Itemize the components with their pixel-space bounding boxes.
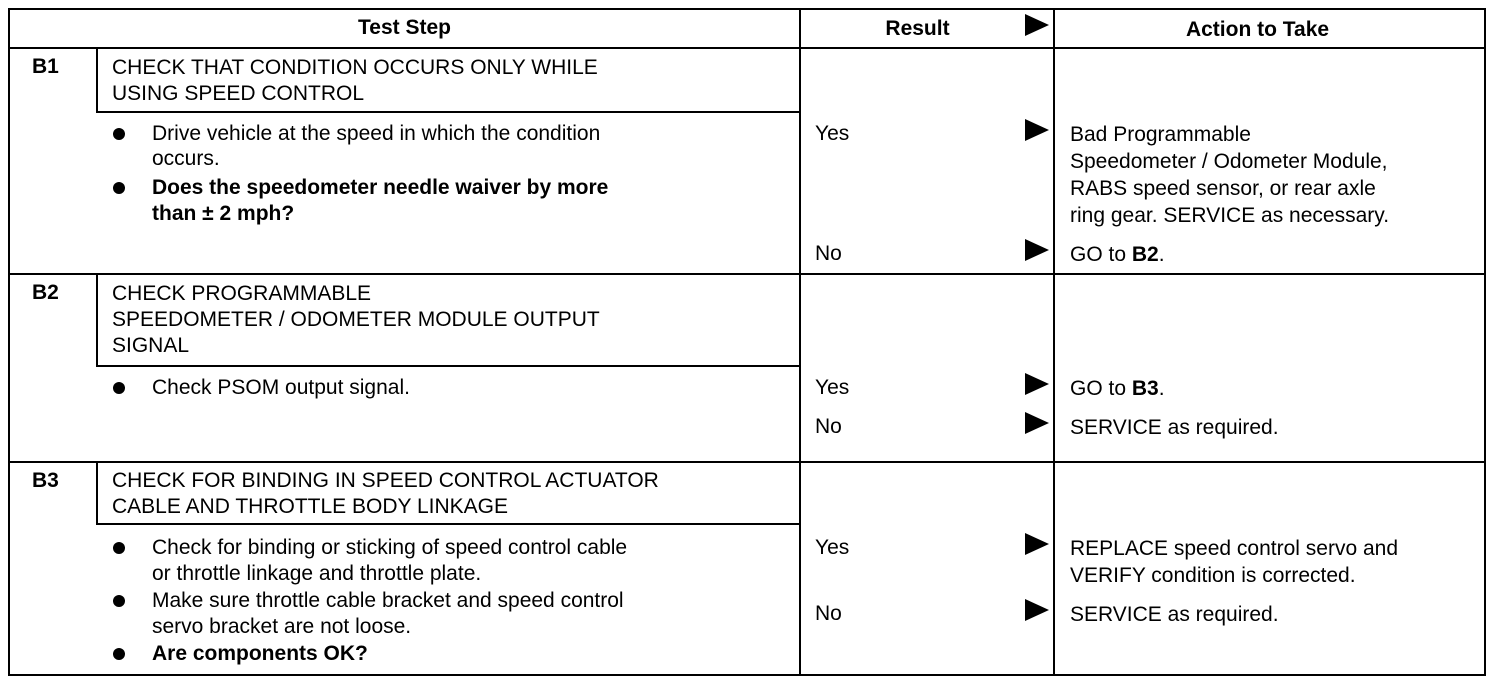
rule: [8, 8, 10, 676]
result-label: No: [815, 242, 842, 265]
step-title: SIGNAL: [112, 334, 190, 357]
action-text: RABS speed sensor, or rear axle: [1070, 177, 1376, 200]
action-text: VERIFY condition is corrected.: [1070, 564, 1356, 587]
rule: [799, 8, 801, 676]
rule: [96, 523, 800, 525]
action-text: ring gear. SERVICE as necessary.: [1070, 204, 1390, 227]
step-title: CABLE AND THROTTLE BODY LINKAGE: [112, 495, 509, 518]
arrow-icon: [1025, 373, 1049, 395]
bullet-icon: [113, 648, 125, 660]
action-text: SERVICE as required.: [1070, 416, 1279, 439]
bullet-text: Does the speedometer needle waiver by more: [152, 176, 609, 199]
rule: [96, 461, 98, 525]
bullet-text: Check PSOM output signal.: [152, 376, 410, 399]
result-label: Yes: [815, 122, 850, 145]
step-title: CHECK FOR BINDING IN SPEED CONTROL ACTUATOR: [112, 469, 659, 492]
rule: [1484, 8, 1486, 676]
rule: [96, 47, 98, 113]
step-id: B2: [32, 281, 59, 304]
rule: [1053, 8, 1055, 676]
bullet-text: occurs.: [152, 147, 220, 170]
arrow-icon: [1025, 119, 1049, 141]
action-text: GO to B3.: [1070, 377, 1165, 400]
rule: [96, 365, 800, 367]
arrow-icon: [1025, 533, 1049, 555]
result-label: No: [815, 602, 842, 625]
action-text: SERVICE as required.: [1070, 603, 1279, 626]
header-test-step: Test Step: [358, 16, 451, 39]
action-text: Speedometer / Odometer Module,: [1070, 150, 1388, 173]
arrow-icon: [1025, 412, 1049, 434]
rule: [96, 111, 800, 113]
step-title: SPEEDOMETER / ODOMETER MODULE OUTPUT: [112, 308, 600, 331]
bullet-text: Drive vehicle at the speed in which the condition: [152, 122, 601, 145]
step-title: CHECK PROGRAMMABLE: [112, 282, 372, 305]
bullet-icon: [113, 542, 125, 554]
arrow-icon: [1025, 599, 1049, 621]
arrow-icon: [1025, 14, 1049, 36]
bullet-icon: [113, 382, 125, 394]
bullet-text: Make sure throttle cable bracket and speed control: [152, 589, 624, 612]
step-id: B1: [32, 55, 59, 78]
action-text: Bad Programmable: [1070, 123, 1251, 146]
result-label: Yes: [815, 376, 850, 399]
bullet-text: or throttle linkage and throttle plate.: [152, 562, 482, 585]
result-label: Yes: [815, 536, 850, 559]
result-label: No: [815, 415, 842, 438]
bullet-text: servo bracket are not loose.: [152, 615, 412, 638]
step-title: USING SPEED CONTROL: [112, 82, 365, 105]
arrow-icon: [1025, 239, 1049, 261]
header-action: Action to Take: [1185, 18, 1330, 41]
rule: [8, 461, 1486, 463]
rule: [8, 47, 1486, 49]
rule: [8, 674, 1486, 676]
bullet-icon: [113, 595, 125, 607]
bullet-icon: [113, 182, 125, 194]
action-text: REPLACE speed control servo and: [1070, 537, 1399, 560]
bullet-text: Check for binding or sticking of speed control cable: [152, 536, 628, 559]
rule: [96, 273, 98, 367]
header-result: Result: [885, 17, 950, 40]
rule: [8, 8, 1486, 10]
step-id: B3: [32, 469, 59, 492]
action-text: GO to B2.: [1070, 243, 1165, 266]
bullet-text: Are components OK?: [152, 642, 368, 665]
bullet-icon: [113, 128, 125, 140]
rule: [8, 273, 1486, 275]
step-title: CHECK THAT CONDITION OCCURS ONLY WHILE: [112, 56, 598, 79]
bullet-text: than ± 2 mph?: [152, 202, 295, 225]
